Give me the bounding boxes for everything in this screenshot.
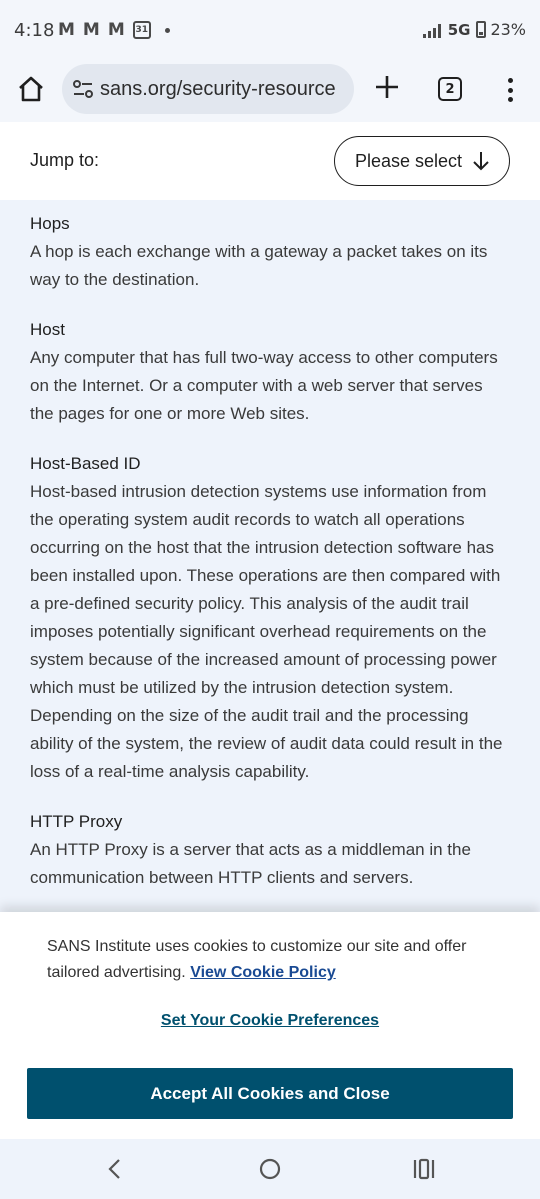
arrow-down-icon [471,150,491,172]
network-type: 5G [447,20,471,39]
battery-level: 23% [490,20,526,39]
recent-apps-icon[interactable] [412,1157,436,1181]
gmail-icon: M [107,20,125,40]
term-title: Hops [30,214,70,233]
term-title: HTTP Proxy [30,812,123,831]
glossary-content [0,200,540,912]
new-tab-icon[interactable] [374,74,400,100]
notification-icons [58,20,170,40]
cookie-message-block [47,934,497,986]
back-icon[interactable] [104,1157,126,1181]
glossary-term [30,808,510,892]
home-nav-icon[interactable] [258,1157,282,1181]
status-bar [0,0,540,62]
jump-select-value[interactable]: Please select [355,150,463,171]
calendar-icon: 31 [133,21,151,39]
cookie-banner [0,912,540,1139]
jump-label: Jump to: [30,150,100,170]
term-title: Host [30,320,65,339]
more-options-icon[interactable] [500,76,520,104]
term-definition: Host-based intrusion detection systems use information from the operating system audit records to watch all operations occurring on the host that the intrusion detection software has been installed upon. These operations are then compared with a pre-defined security policy. This analysis of the audit trail imposes potentially significant overhead requirements on the system because of the increased amount of processing power which must be utilized by the intrusion detection system. Depending on the size of the audit trail and the processing ability of the system, the review of audit data could result in the loss of a real-time analysis capability. [30,482,503,781]
glossary-term [30,316,510,428]
cookie-preferences-link[interactable]: Set Your Cookie Preferences [160,1012,380,1029]
status-time: 4:18 [14,20,55,41]
jump-to-bar [0,122,540,200]
glossary-term [30,210,510,294]
battery-icon [476,21,486,38]
term-title: Host-Based ID [30,454,141,473]
system-status [423,20,526,39]
accept-cookies-button[interactable]: Accept All Cookies and Close [27,1068,513,1119]
term-definition: A hop is each exchange with a gateway a packet takes on its way to the destination. [30,242,488,289]
system-nav-bar [0,1139,540,1199]
signal-icon [423,22,441,38]
term-definition: Any computer that has full two-way access to other computers on the Internet. Or a computer with a web server that serves the pages for one or more Web sites. [30,348,498,423]
home-icon[interactable] [16,74,46,104]
jump-select-dropdown[interactable] [334,136,510,186]
gmail-icon: M [58,20,75,40]
more-notifications-dot-icon [165,28,170,33]
tab-switcher-button[interactable]: 2 [438,77,462,101]
glossary-term [30,450,510,786]
address-bar[interactable] [62,64,354,114]
cookie-message: SANS Institute uses cookies to customize our site and offer tailored advertising. [47,938,467,981]
cookie-policy-link[interactable]: View Cookie Policy [190,964,336,981]
url-text[interactable]: sans.org/security-resource [100,77,336,100]
term-definition: An HTTP Proxy is a server that acts as a middleman in the communication between HTTP clients and servers. [30,840,471,887]
gmail-icon: M [82,20,100,40]
browser-toolbar [0,62,540,122]
site-settings-icon[interactable] [70,77,96,101]
